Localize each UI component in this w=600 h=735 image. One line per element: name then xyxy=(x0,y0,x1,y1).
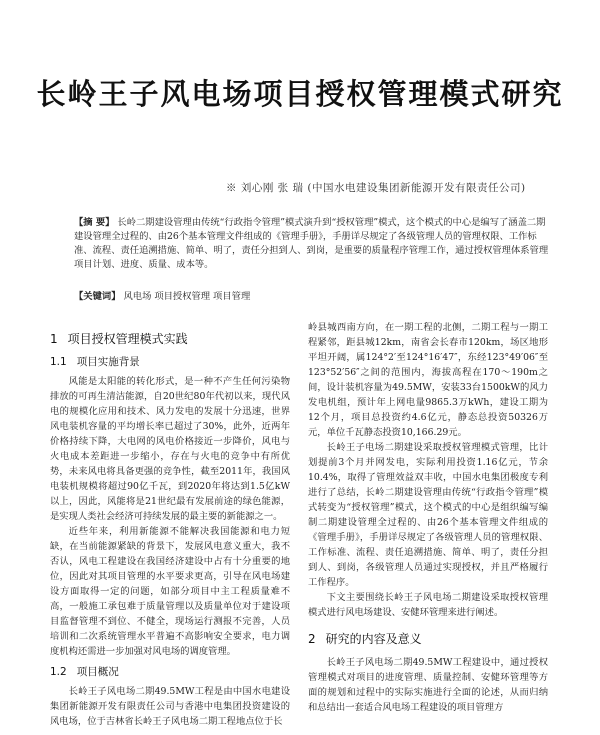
subsection-title: 项目概况 xyxy=(76,666,119,678)
paragraph: 下文主要围绕长岭王子风电场二期建设采取授权管理模式进行风电场建设、安健环管理来进行阐述。 xyxy=(308,592,548,618)
left-column xyxy=(50,320,290,735)
paragraph: 长岭王子风电场二期49.5MW工程是由中国水电建设集团新能源开发有限责任公司与香港中电集团投资建设的风电场，位于吉林省长岭王子风电场二期工程地点位于长 xyxy=(50,686,290,727)
keywords xyxy=(74,288,554,302)
paragraph: 长岭王子电场二期建设采取授权管理模式管理，比计划提前3个月并网发电，实际利用投资1.16亿元，节余10.4%，取得了管理效益双丰收，中国水电集团极度专利进行了总结，长岭二期建设管理由传统“行政指令管理”模式转变为“授权管理”模式，这个模式的中心是组织编写编制二期建设管理全过程的、由26个基本管理文件组成的《管理手册》，手册详尽规定了各级管理人员的管理权限、工作标准、流程、责任追溯措施、简单、明了，责任分担到人、到岗，各级管理人员通过实现授权，并且严格履行工作程序。 xyxy=(308,442,548,588)
section-title: 项目授权管理模式实践 xyxy=(67,332,188,346)
paragraph: 近些年来，利用新能源不能解决我国能源和电力短缺，在当前能源紧缺的背景下，发展风电意义重大，我不否认，风电工程建设在我国经济建设中占有十分重要的地位，因此对其项目管理的水平要求更高，引导在风电场建设方面取得一定的问题，如部分项目中主工程质量难不高，一般施工承包难于质量管理以及质量单位对于建设项目监督管理不到位、不健全，现场运行测报不完善，人员培训和二次系统管理水平普遍不高影响安全要求，电力调度机构还需进一步加强对风电场的调度管理。 xyxy=(50,526,290,657)
section-number: 1 xyxy=(50,332,58,346)
subsection-heading xyxy=(50,355,290,370)
abstract-label: 【摘 要】 xyxy=(74,217,115,228)
author-line: ※ 刘心刚 张 瑞 (中国水电建设集团新能源开发有限责任公司) xyxy=(226,182,526,194)
section-title: 研究的内容及意义 xyxy=(325,632,422,646)
paragraph: 岭县城西南方向，在一期工程的北侧，二期工程与一期工程紧邻，距县城12km，南省会长春市120km，场区地形平坦开阔，属124°2′至124°16′47″，东经123°49′06″至123°52′56″之间的范围内，海拔高程在170～190m之间，设计装机容量为49.5MW，安装33台1500kW的风力发电机组，预计年上网电量9865.3万kWh，建设工期为12个月，项目总投资约4.6亿元，静态总投资50326万元，单位千瓦静态投资10,166.29元。 xyxy=(308,322,548,438)
subsection-heading xyxy=(50,665,290,680)
paper-title: 长岭王子风电场项目授权管理模式研究 xyxy=(36,77,564,111)
paragraph: 长岭王子风电场二期49.5MW工程建设中，通过授权管理模式对项目的进度管理、质量控制、安健环管理等方面的规划和过程中的实际实施进行全面的论述，从而归纳和总结出一套适合风电场工程建设的项目管理方 xyxy=(308,657,548,713)
keywords-text: 风电场 项目授权管理 项目管理 xyxy=(123,291,251,302)
section-number: 2 xyxy=(308,632,316,646)
abstract xyxy=(74,216,554,272)
keywords-label: 【关键词】 xyxy=(74,291,121,302)
section-heading xyxy=(308,632,548,647)
subsection-number: 1.1 xyxy=(50,356,67,368)
subsection-number: 1.2 xyxy=(50,666,67,678)
section-heading xyxy=(50,332,290,347)
right-column xyxy=(308,320,548,735)
abstract-text: 长岭二期建设管理由传统“行政指令管理”模式演升到“授权管理”模式，这个模式的中心是编写了涵盖二期建设管理全过程的、由26个基本管理文件组成的《管理手册》，手册详尽规定了各级管理人员的管理权限、工作标准、流程、责任追溯措施、简单、明了，责任分担到人、到岗，是重要的质量程序管理工作，通过授权管理体系管理项目计划、进度、质量、成本等。 xyxy=(74,217,549,270)
paragraph: 风能是太阳能的转化形式，是一种不产生任何污染物排放的可再生清洁能源，自20世纪80年代初以来，现代风电的规模化应用和技术、风力发电的发展十分迅速，世界风电装机容量的平均增长率已超过了30%，此外，近两年价格持续下降，大电网的风电价格接近一步降价，风电与火电成本差距进一步缩小，存在与火电的竞争中有所优势，未来风电将具备更强的竞争性，截至2011年，我国风电装机规模将超过90亿千瓦，到2020年将达到1.5亿kW以上，因此，风能将是21世纪最有发展前途的绿色能源，是实现人类社会经济可持续发展的最主要的新能源之一。 xyxy=(50,376,290,522)
subsection-title: 项目实施背景 xyxy=(76,356,140,368)
